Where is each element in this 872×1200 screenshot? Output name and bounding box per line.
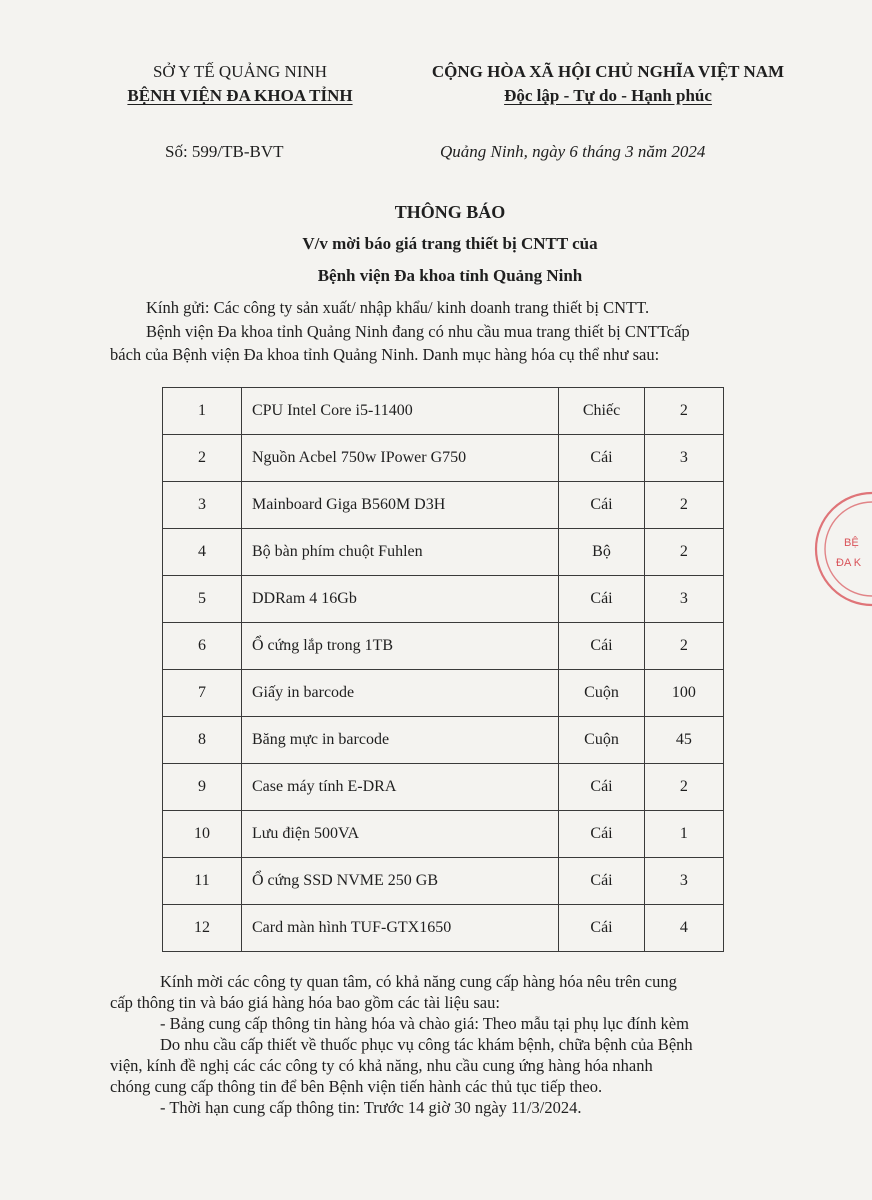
item-unit: Cuộn (559, 670, 644, 717)
table-row (163, 717, 724, 764)
hospital-name (100, 86, 380, 106)
footer-line-3: - Bảng cung cấp thông tin hàng hóa và chào giá: Theo mẫu tại phụ lục đính kèm (160, 1014, 689, 1033)
item-name: Lưu điện 500VA (241, 811, 558, 858)
national-motto-text: Độc lập - Tự do - Hạnh phúc (504, 86, 712, 105)
item-quantity: 45 (644, 717, 723, 764)
intro-line-2: bách của Bệnh viện Đa khoa tỉnh Quảng Ninh. Danh mục hàng hóa cụ thể như sau: (110, 345, 660, 364)
item-name: Mainboard Giga B560M D3H (241, 482, 558, 529)
item-name: Ổ cứng lắp trong 1TB (241, 623, 558, 670)
item-name: Băng mực in barcode (241, 717, 558, 764)
item-number: 4 (163, 529, 242, 576)
table-row (163, 388, 724, 435)
item-unit: Cái (559, 905, 644, 952)
item-unit: Cái (559, 811, 644, 858)
item-quantity: 3 (644, 435, 723, 482)
table-row (163, 811, 724, 858)
item-name: Card màn hình TUF-GTX1650 (241, 905, 558, 952)
item-quantity: 1 (644, 811, 723, 858)
table-row (163, 529, 724, 576)
stamp-text-1: BỆ (844, 537, 859, 549)
item-unit: Cái (559, 576, 644, 623)
item-number: 1 (163, 388, 242, 435)
table-row (163, 764, 724, 811)
item-unit: Bộ (559, 529, 644, 576)
item-unit: Cái (559, 435, 644, 482)
hospital-name-text: BỆNH VIỆN ĐA KHOA TỈNH (127, 86, 353, 105)
table-row (163, 576, 724, 623)
footer-line-5: viện, kính đề nghị các các công ty có khả năng, nhu cầu cung ứng hàng hóa nhanh (110, 1056, 653, 1075)
footer-line-1: Kính mời các công ty quan tâm, có khả năng cung cấp hàng hóa nêu trên cung (160, 972, 677, 991)
table-row (163, 482, 724, 529)
item-name: Case máy tính E-DRA (241, 764, 558, 811)
item-quantity: 4 (644, 905, 723, 952)
table-row (163, 670, 724, 717)
intro-line-1: Bệnh viện Đa khoa tỉnh Quảng Ninh đang có nhu cầu mua trang thiết bị CNTTcấp (146, 322, 690, 341)
item-unit: Cái (559, 482, 644, 529)
item-quantity: 3 (644, 576, 723, 623)
item-number: 9 (163, 764, 242, 811)
item-number: 8 (163, 717, 242, 764)
table-row (163, 905, 724, 952)
item-number: 2 (163, 435, 242, 482)
item-quantity: 2 (644, 529, 723, 576)
recipient-line: Kính gửi: Các công ty sản xuất/ nhập khẩu/ kinh doanh trang thiết bị CNTT. (146, 298, 650, 317)
item-quantity: 2 (644, 388, 723, 435)
item-quantity: 2 (644, 764, 723, 811)
table-row (163, 435, 724, 482)
place-and-date: Quảng Ninh, ngày 6 tháng 3 năm 2024 (440, 142, 706, 161)
item-number: 12 (163, 905, 242, 952)
item-quantity: 2 (644, 623, 723, 670)
document-title: THÔNG BÁO (394, 202, 506, 222)
subject-line-2: Bệnh viện Đa khoa tỉnh Quảng Ninh (317, 266, 583, 285)
footer-line-4: Do nhu cầu cấp thiết về thuốc phục vụ công tác khám bệnh, chữa bệnh của Bệnh (160, 1035, 693, 1054)
item-name: Giấy in barcode (241, 670, 558, 717)
table-row (163, 623, 724, 670)
subject-line-1: V/v mời báo giá trang thiết bị CNTT của (302, 234, 598, 253)
item-name: DDRam 4 16Gb (241, 576, 558, 623)
item-unit: Cái (559, 764, 644, 811)
national-title: CỘNG HÒA XÃ HỘI CHỦ NGHĨA VIỆT NAM (431, 62, 785, 81)
document-number: Số: 599/TB-BVT (165, 142, 284, 161)
item-quantity: 2 (644, 482, 723, 529)
item-number: 5 (163, 576, 242, 623)
item-number: 11 (163, 858, 242, 905)
table-row (163, 858, 724, 905)
item-name: Nguồn Acbel 750w IPower G750 (241, 435, 558, 482)
national-motto (388, 86, 828, 106)
item-number: 3 (163, 482, 242, 529)
footer-line-6: chóng cung cấp thông tin để bên Bệnh viện tiến hành các thủ tục tiếp theo. (110, 1077, 603, 1096)
red-seal-stamp (810, 484, 872, 614)
items-table-body (163, 388, 724, 952)
item-name: CPU Intel Core i5-11400 (241, 388, 558, 435)
items-table (162, 387, 724, 952)
item-unit: Chiếc (559, 388, 644, 435)
footer-line-7: - Thời hạn cung cấp thông tin: Trước 14 giờ 30 ngày 11/3/2024. (160, 1098, 582, 1117)
item-unit: Cái (559, 623, 644, 670)
item-number: 7 (163, 670, 242, 717)
item-quantity: 3 (644, 858, 723, 905)
item-name: Bộ bàn phím chuột Fuhlen (241, 529, 558, 576)
item-unit: Cái (559, 858, 644, 905)
footer-line-2: cấp thông tin và báo giá hàng hóa bao gồm các tài liệu sau: (110, 993, 500, 1012)
item-unit: Cuộn (559, 717, 644, 764)
department-name: SỞ Y TẾ QUẢNG NINH (152, 62, 328, 81)
item-number: 10 (163, 811, 242, 858)
item-quantity: 100 (644, 670, 723, 717)
item-number: 6 (163, 623, 242, 670)
item-name: Ổ cứng SSD NVME 250 GB (241, 858, 558, 905)
stamp-text-2: ĐA K (836, 557, 862, 569)
